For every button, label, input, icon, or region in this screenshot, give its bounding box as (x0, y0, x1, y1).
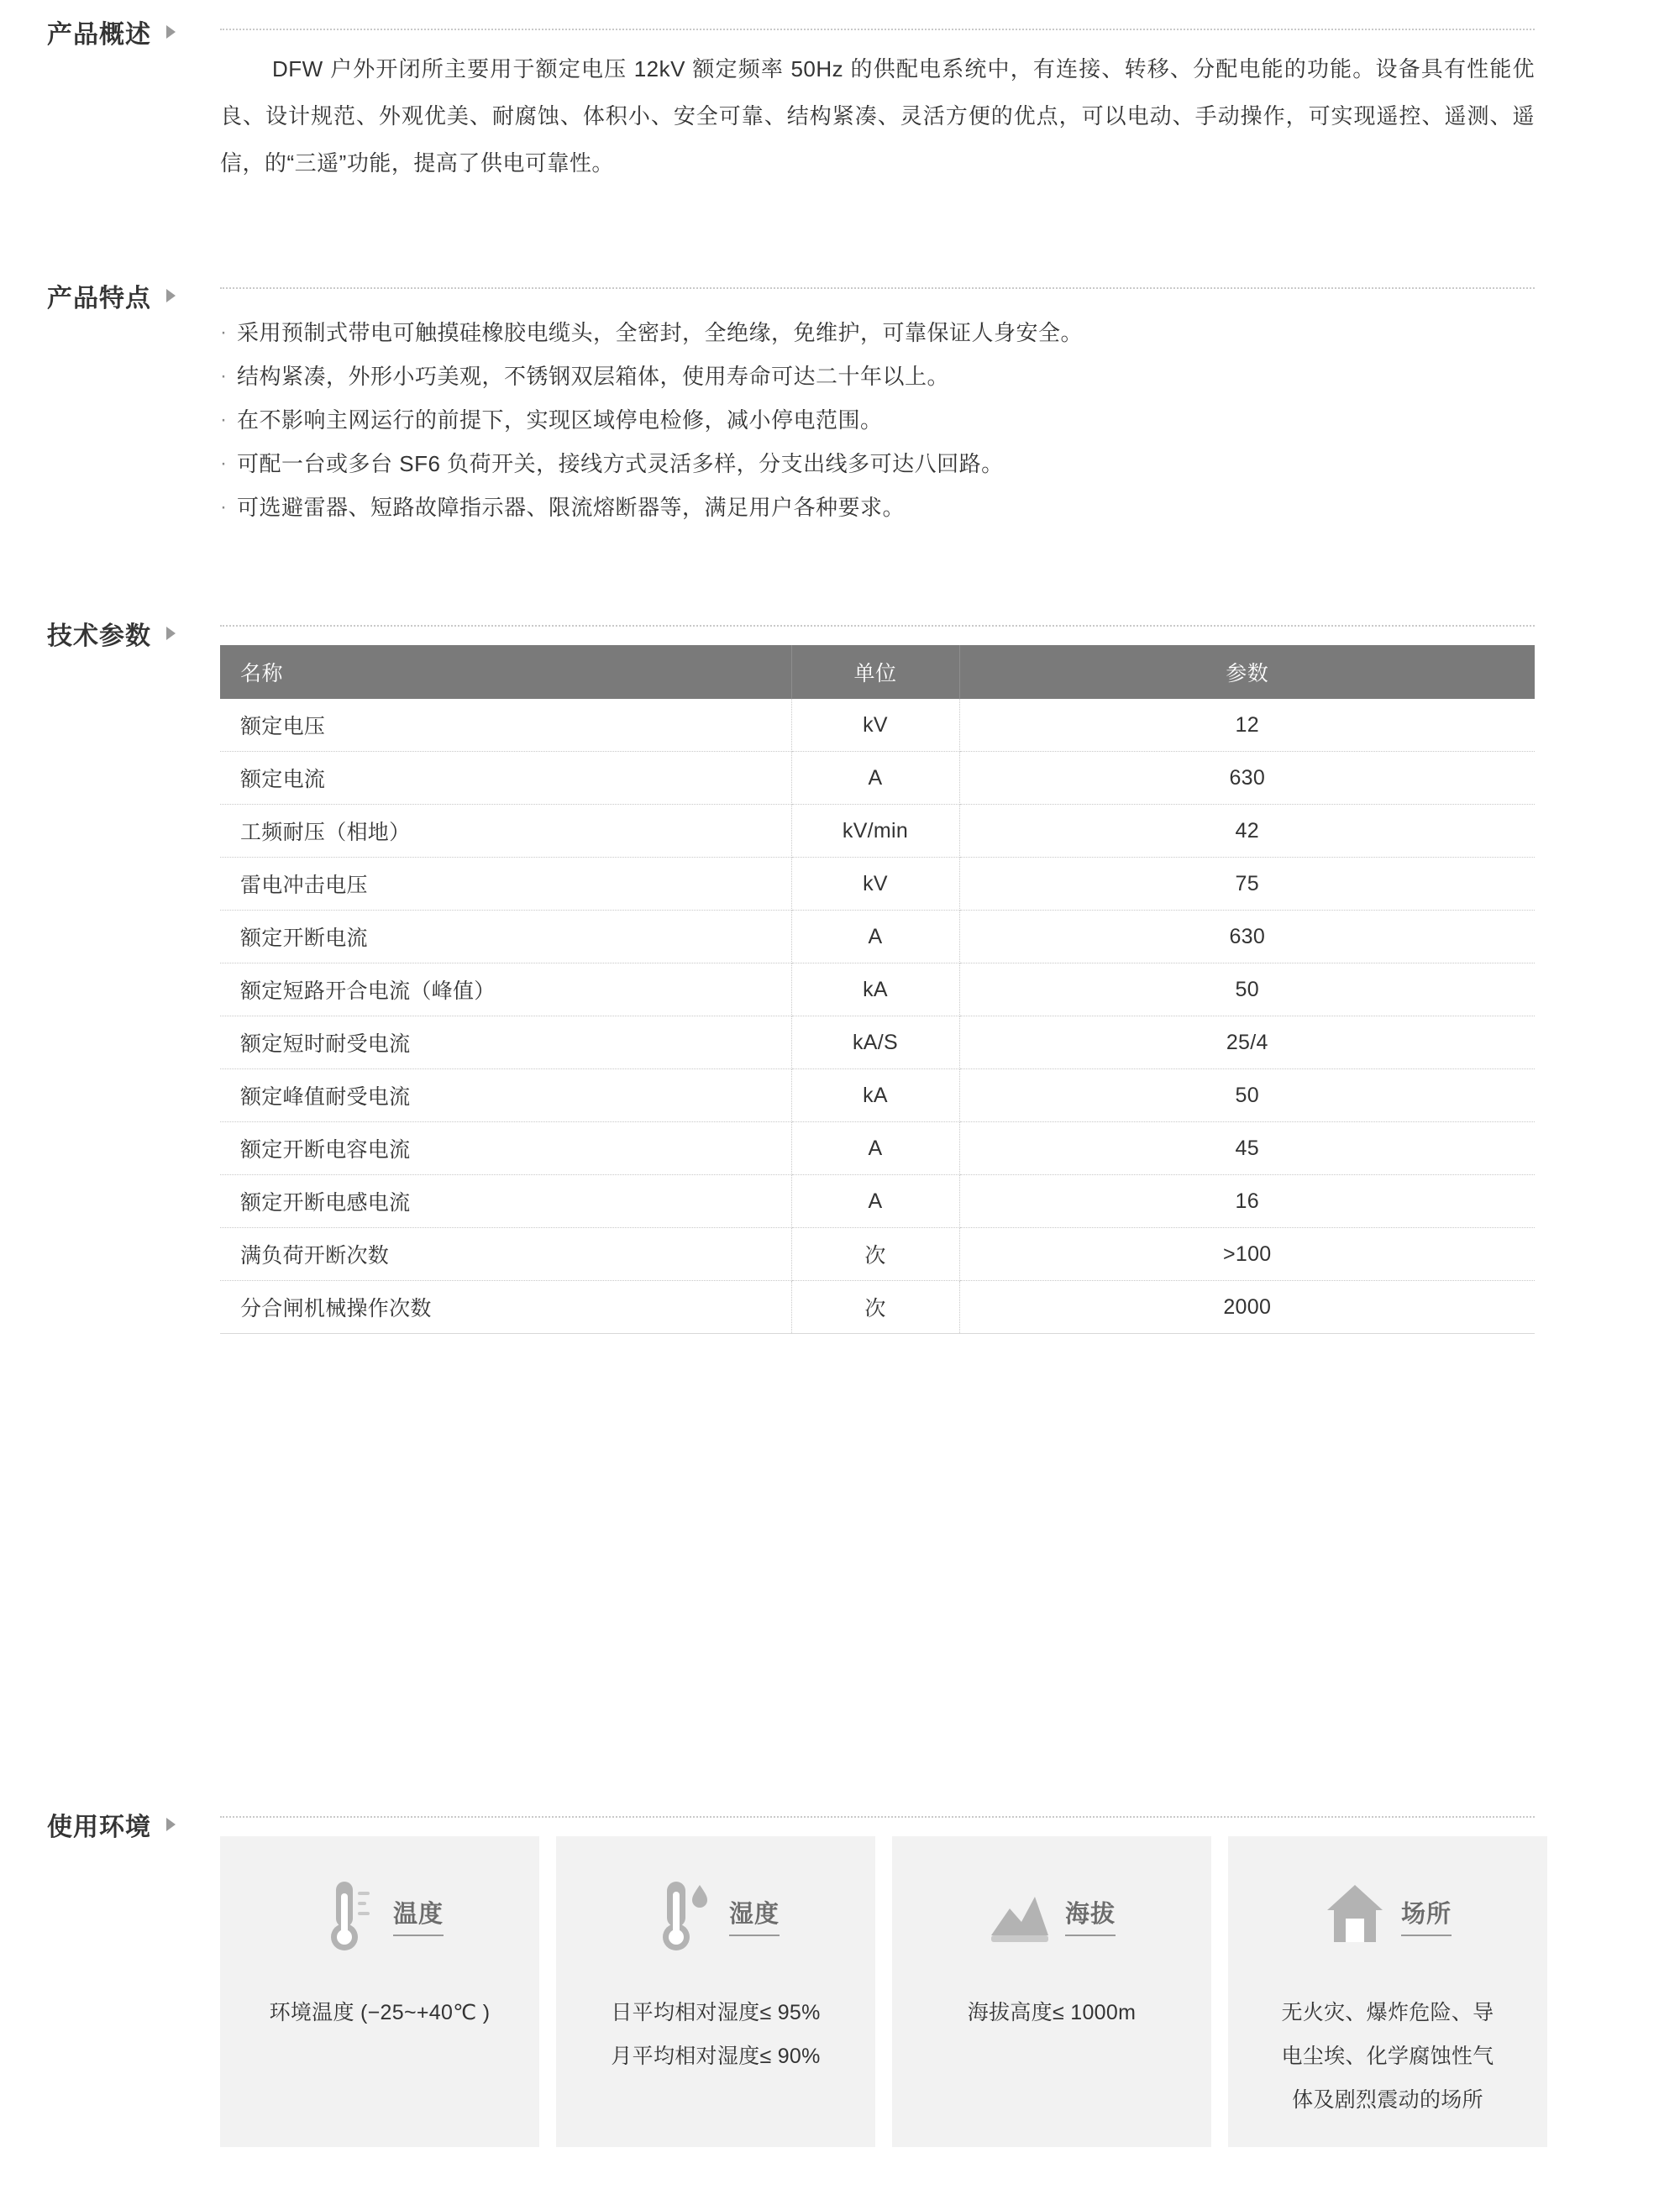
cell-unit: kA/S (791, 1016, 959, 1069)
chevron-right-icon (163, 624, 181, 643)
column-header-name: 名称 (220, 645, 791, 699)
card-description (578, 1991, 853, 2078)
cell-value: 25/4 (959, 1016, 1535, 1069)
card-label: 湿度 (729, 1895, 780, 1936)
card-description (242, 1991, 517, 2034)
list-item (220, 311, 1535, 354)
section-specs (17, 613, 1663, 1334)
table-row (220, 1069, 1535, 1122)
card-header (914, 1868, 1189, 1962)
cell-name: 分合闸机械操作次数 (220, 1281, 791, 1334)
section-overview (17, 0, 1663, 186)
bullet-icon: · (220, 496, 228, 518)
table-header-row (220, 645, 1535, 699)
section-body-overview (210, 12, 1663, 186)
spec-table (220, 645, 1535, 1334)
cell-name: 额定峰值耐受电流 (220, 1069, 791, 1122)
environment-card-altitude (892, 1836, 1211, 2147)
table-row (220, 1228, 1535, 1281)
list-item-label: 在不影响主网运行的前提下，实现区域停电检修，减小停电范围。 (237, 407, 883, 433)
list-item-label: 可选避雷器、短路故障指示器、限流熔断器等，满足用户各种要求。 (237, 495, 906, 520)
mountain-icon (988, 1877, 1050, 1954)
table-row (220, 911, 1535, 963)
cell-value: >100 (959, 1228, 1535, 1281)
chevron-right-icon (163, 1815, 181, 1834)
page-title-features: 产品特点 (47, 285, 151, 312)
bullet-icon: · (220, 408, 228, 431)
section-body-environment (210, 1804, 1663, 2147)
cell-name: 额定开断电感电流 (220, 1175, 791, 1228)
card-header (1250, 1868, 1525, 1962)
card-label: 温度 (393, 1895, 444, 1936)
cell-unit: 次 (791, 1281, 959, 1334)
house-icon (1324, 1877, 1386, 1954)
cell-unit: kA (791, 1069, 959, 1122)
table-row (220, 1175, 1535, 1228)
cell-value: 42 (959, 805, 1535, 858)
table-row (220, 1016, 1535, 1069)
page-title-environment: 使用环境 (47, 1814, 151, 1841)
environment-card-temperature (220, 1836, 539, 2147)
table-row (220, 858, 1535, 911)
table-row (220, 963, 1535, 1016)
cell-unit: kV/min (791, 805, 959, 858)
overview-paragraph: DFW 户外开闭所主要用于额定电压 12kV 额定频率 50Hz 的供配电系统中，有连接、转移、分配电能的功能。设备具有性能优良、设计规范、外观优美、耐腐蚀、体积小、安全可靠、结构紧凑、灵活方便的优点，可以电动、手动操作，可实现遥控、遥测、遥信，的“三遥”功能，提高了供电可靠性。 (220, 56, 1535, 176)
list-item (220, 442, 1535, 486)
list-item-label: 结构紧凑，外形小巧美观，不锈钢双层箱体，使用寿命可达二十年以上。 (237, 364, 950, 389)
table-row (220, 805, 1535, 858)
cell-name: 额定开断电容电流 (220, 1122, 791, 1175)
card-header (242, 1868, 517, 1962)
environment-card-list (220, 1836, 1535, 2147)
divider-environment (220, 1816, 1535, 1818)
cell-value: 630 (959, 752, 1535, 805)
card-description-line: 无火灾、爆炸危险、导 (1281, 2001, 1494, 2024)
card-description-line: 日平均相对湿度≤ 95% (611, 2001, 821, 2024)
cell-name: 额定电压 (220, 699, 791, 752)
cell-unit: A (791, 1122, 959, 1175)
cell-unit: A (791, 1175, 959, 1228)
list-item-label: 可配一台或多台 SF6 负荷开关，接线方式灵活多样，分支出线多可达八回路。 (237, 451, 1004, 476)
bullet-icon: · (220, 365, 228, 387)
cell-name: 额定开断电流 (220, 911, 791, 963)
section-features (17, 276, 1663, 529)
cell-value: 12 (959, 699, 1535, 752)
card-description-line: 电尘埃、化学腐蚀性气 (1281, 2045, 1494, 2068)
column-header-unit: 单位 (791, 645, 959, 699)
divider-specs (220, 625, 1535, 627)
cell-value: 50 (959, 963, 1535, 1016)
cell-unit: 次 (791, 1228, 959, 1281)
cell-value: 50 (959, 1069, 1535, 1122)
section-title-overview (17, 12, 210, 50)
section-title-specs (17, 613, 210, 652)
cell-unit: kV (791, 858, 959, 911)
card-description-line: 环境温度 (−25~+40℃ ) (269, 2001, 491, 2024)
cell-name: 工频耐压（相地） (220, 805, 791, 858)
list-item (220, 398, 1535, 442)
thermometer-icon (316, 1877, 378, 1954)
table-row (220, 752, 1535, 805)
card-description-line: 体及剧烈震动的场所 (1292, 2088, 1483, 2112)
card-label: 海拔 (1065, 1895, 1116, 1936)
section-environment (17, 1804, 1663, 2147)
card-description (914, 1991, 1189, 2034)
chevron-right-icon (163, 23, 181, 41)
table-row (220, 699, 1535, 752)
cell-unit: kV (791, 699, 959, 752)
cell-name: 额定短路开合电流（峰值） (220, 963, 791, 1016)
card-description-line: 海拔高度≤ 1000m (967, 2001, 1137, 2024)
cell-value: 16 (959, 1175, 1535, 1228)
cell-name: 额定电流 (220, 752, 791, 805)
cell-name: 雷电冲击电压 (220, 858, 791, 911)
section-body-specs (210, 613, 1663, 1334)
cell-name: 满负荷开断次数 (220, 1228, 791, 1281)
section-body-features (210, 276, 1663, 529)
cell-unit: A (791, 911, 959, 963)
divider-features (220, 287, 1535, 289)
cell-unit: A (791, 752, 959, 805)
cell-value: 630 (959, 911, 1535, 963)
table-row (220, 1122, 1535, 1175)
cell-value: 75 (959, 858, 1535, 911)
chevron-right-icon (163, 286, 181, 305)
card-description (1250, 1991, 1525, 2122)
bullet-icon: · (220, 321, 228, 344)
page-title-overview: 产品概述 (47, 21, 151, 49)
cell-unit: kA (791, 963, 959, 1016)
spec-table-wrapper (220, 645, 1535, 1334)
feature-list (220, 311, 1535, 529)
environment-card-humidity (556, 1836, 875, 2147)
table-row (220, 1281, 1535, 1334)
list-item (220, 486, 1535, 529)
cell-name: 额定短时耐受电流 (220, 1016, 791, 1069)
divider-overview (220, 29, 1535, 30)
list-item-label: 采用预制式带电可触摸硅橡胶电缆头，全密封，全绝缘，免维护，可靠保证人身安全。 (237, 320, 1084, 345)
humidity-icon (652, 1877, 714, 1954)
environment-card-place (1228, 1836, 1547, 2147)
section-title-environment (17, 1804, 210, 1843)
cell-value: 45 (959, 1122, 1535, 1175)
bullet-icon: · (220, 452, 228, 475)
page-title-specs: 技术参数 (47, 622, 151, 650)
section-title-features (17, 276, 210, 314)
cell-value: 2000 (959, 1281, 1535, 1334)
column-header-value: 参数 (959, 645, 1535, 699)
card-label: 场所 (1401, 1895, 1452, 1936)
card-header (578, 1868, 853, 1962)
list-item (220, 354, 1535, 398)
card-description-line: 月平均相对湿度≤ 90% (611, 2045, 821, 2068)
